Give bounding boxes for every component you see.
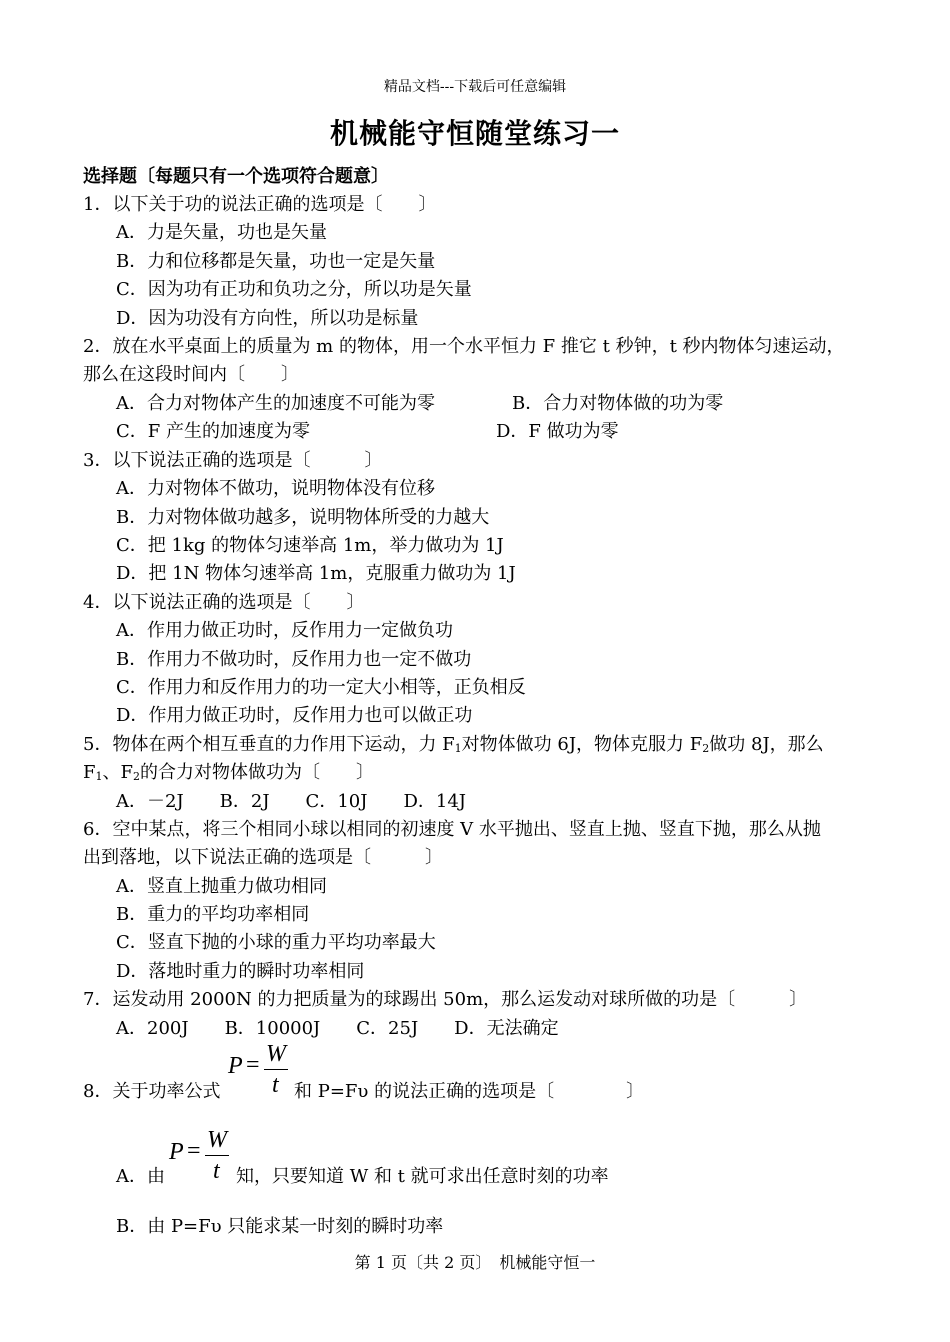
question-1-stem: 1．以下关于功的说法正确的选项是〔 〕 [83, 194, 437, 215]
question-5-stem-text: 对物体做功 6J，物体克服力 F [461, 734, 703, 755]
question-5-stem-text: 做功 8J，那么 [709, 734, 824, 755]
question-6-stem-line-1: 6．空中某点，将三个相同小球以相同的初速度 V 水平抛出、竖直上抛、竖直下抛，那么从抛 [83, 819, 821, 840]
formula-p: P [228, 1053, 243, 1079]
page-header: 精品文档---下载后可任意编辑 [383, 79, 567, 95]
power-formula [169, 1128, 231, 1184]
subscript: 2 [133, 770, 140, 783]
formula-equals: = [246, 1052, 260, 1078]
question-6-option-b: B．重力的平均功率相同 [116, 904, 310, 925]
question-3-stem: 3．以下说法正确的选项是〔 〕 [83, 450, 383, 471]
question-5-stem-line-1 [83, 733, 824, 761]
question-7-stem: 7．运发动用 2000N 的力把质量为的球踢出 50m，那么运发动对球所做的功是〔 〕 [83, 989, 808, 1010]
formula-numerator: W [266, 1041, 286, 1067]
question-6-option-a: A．竖直上抛重力做功相同 [116, 876, 327, 897]
question-5-stem-text: F [83, 762, 96, 783]
page-footer: 第 1 页〔共 2 页〕 机械能守恒一 [354, 1253, 596, 1272]
question-7-options: A．200J B．10000J C．25J D．无法确定 [116, 1018, 559, 1039]
formula-denominator: t [272, 1072, 279, 1098]
question-5-options: A．－2J B．2J C．10J D．14J [116, 791, 467, 812]
fraction-bar [264, 1069, 288, 1070]
question-5-stem-text: 的合力对物体做功为〔 〕 [140, 762, 374, 783]
question-5-stem-text: 、F [102, 762, 133, 783]
question-4-option-c: C．作用力和反作用力的功一定大小相等，正负相反 [116, 677, 526, 698]
formula-denominator: t [213, 1158, 220, 1184]
question-4-option-a: A．作用力做正功时，反作用力一定做负功 [116, 620, 453, 641]
question-4-option-d: D．作用力做正功时，反作用力也可以做正功 [116, 705, 473, 726]
question-6-stem-line-2: 出到落地，以下说法正确的选项是〔 〕 [83, 847, 443, 868]
formula-numerator: W [207, 1127, 227, 1153]
subscript: 1 [95, 770, 103, 783]
question-2-option-d: D．F 做功为零 [496, 421, 619, 442]
subscript: 2 [702, 742, 710, 755]
formula-p: P [169, 1139, 184, 1165]
question-6-option-d: D．落地时重力的瞬时功率相同 [116, 961, 365, 982]
question-3-option-c: C．把 1kg 的物体匀速举高 1m，举力做功为 1J [116, 535, 504, 556]
question-6-option-c: C．竖直下抛的小球的重力平均功率最大 [116, 932, 436, 953]
question-2-stem-line-1: 2．放在水平桌面上的质量为 m 的物体，用一个水平恒力 F 推它 t 秒钟，t 秒内物体匀速运动， [83, 336, 845, 357]
question-5-stem-line-2 [83, 761, 374, 789]
power-formula [228, 1042, 290, 1098]
page-title: 机械能守恒随堂练习一 [329, 117, 620, 150]
question-2-option-a: A．合力对物体产生的加速度不可能为零 [116, 393, 435, 414]
question-1-option-d: D．因为功没有方向性，所以功是标量 [116, 308, 419, 329]
question-2-option-c: C．F 产生的加速度为零 [116, 421, 310, 442]
question-2-stem-line-2: 那么在这段时间内〔 〕 [83, 364, 299, 385]
question-5-stem-text: 5．物体在两个相互垂直的力作用下运动，力 F [83, 734, 455, 755]
question-8-stem-a: 8．关于功率公式 [83, 1081, 221, 1102]
subscript: 1 [454, 742, 462, 755]
question-4-option-b: B．作用力不做功时，反作用力也一定不做功 [116, 649, 472, 670]
formula-equals: = [187, 1138, 201, 1164]
question-8-option-b: B．由 P=Fυ 只能求某一时刻的瞬时功率 [116, 1216, 444, 1237]
section-heading: 选择题〔每题只有一个选项符合题意〕 [83, 166, 389, 187]
question-1-option-b: B．力和位移都是矢量，功也一定是矢量 [116, 251, 436, 272]
question-4-stem: 4．以下说法正确的选项是〔 〕 [83, 592, 365, 613]
question-8-option-a-pre: A．由 [116, 1166, 165, 1187]
question-8-option-a-post: 知，只要知道 W 和 t 就可求出任意时刻的功率 [236, 1166, 609, 1187]
question-3-option-d: D．把 1N 物体匀速举高 1m，克服重力做功为 1J [116, 563, 516, 584]
question-1-option-a: A．力是矢量，功也是矢量 [116, 222, 327, 243]
question-1-option-c: C．因为功有正功和负功之分，所以功是矢量 [116, 279, 472, 300]
question-3-option-a: A．力对物体不做功，说明物体没有位移 [116, 478, 435, 499]
question-8-stem-b: 和 P=Fυ 的说法正确的选项是〔 〕 [294, 1081, 645, 1102]
question-2-option-b: B．合力对物体做的功为零 [512, 393, 724, 414]
question-3-option-b: B．力对物体做功越多，说明物体所受的力越大 [116, 507, 490, 528]
fraction-bar [205, 1155, 229, 1156]
